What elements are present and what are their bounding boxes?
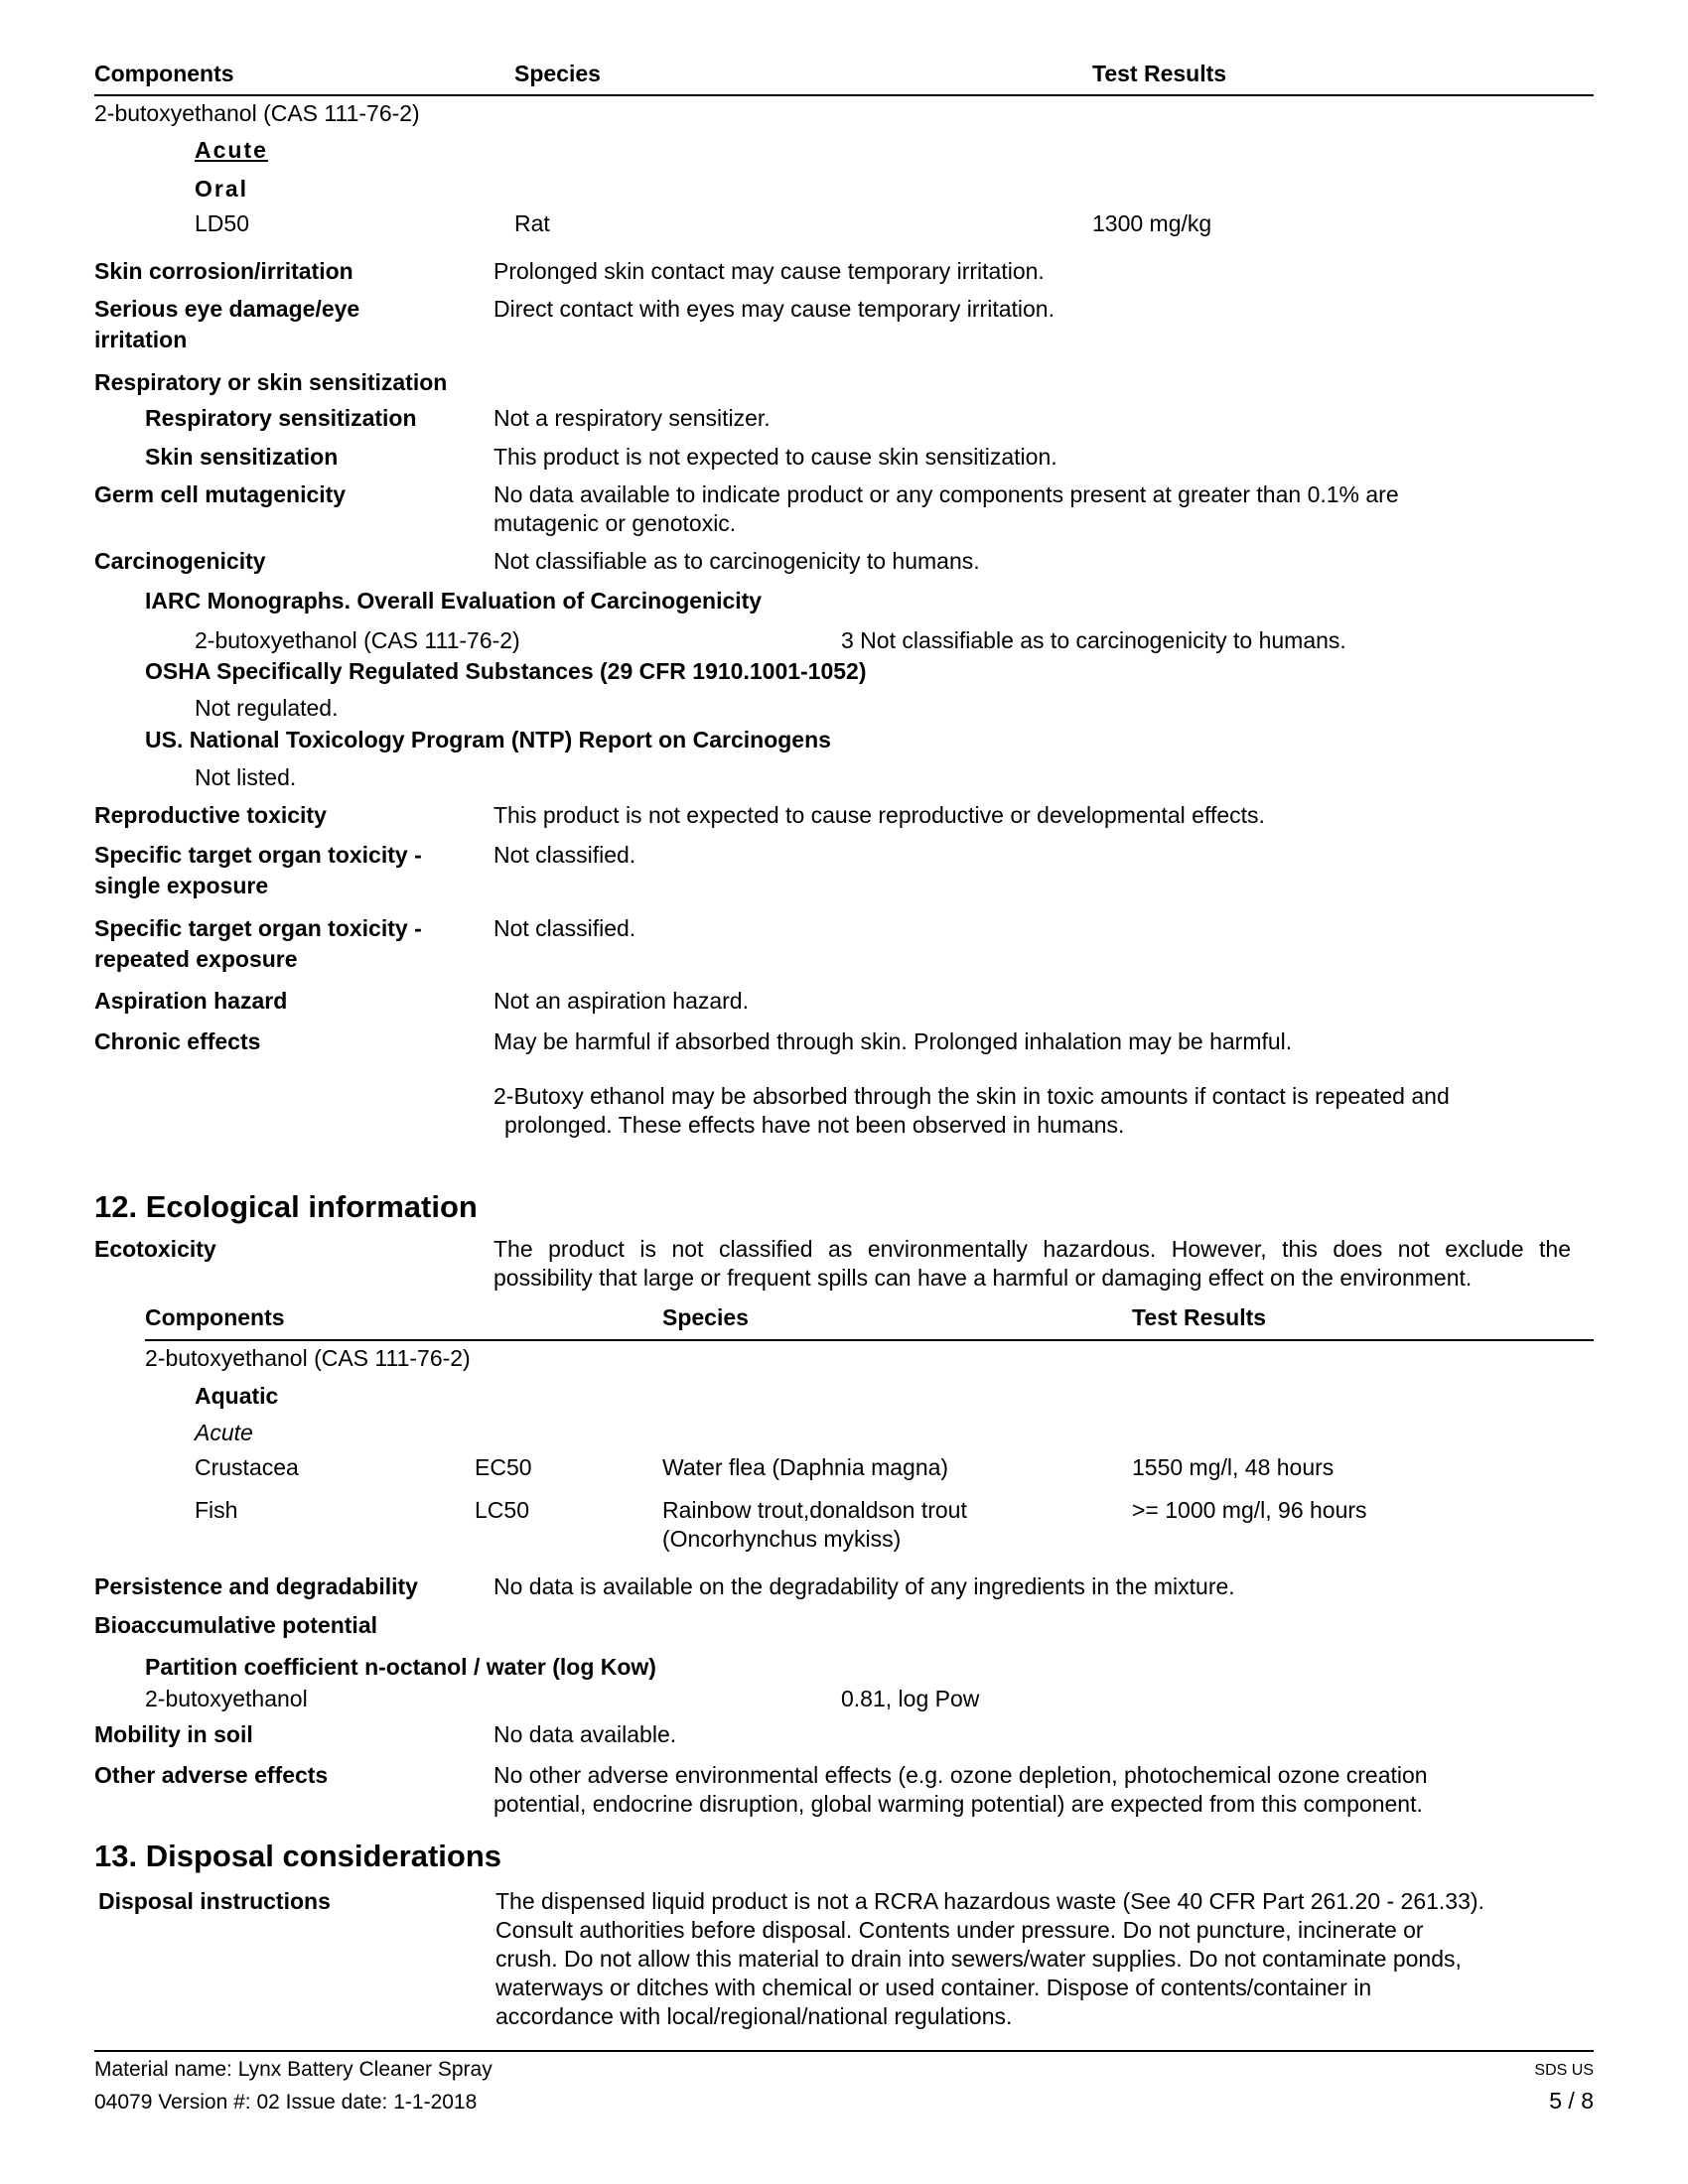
tox-header-divider [94,94,1594,96]
resp-sensitization-value: Not a respiratory sensitizer. [493,405,771,431]
partition-coefficient-heading: Partition coefficient n-octanol / water (log Kow) [145,1654,656,1680]
partition-value: 0.81, log Pow [841,1686,980,1711]
eco-row-type: Crustacea [195,1454,299,1480]
eye-damage-value: Direct contact with eyes may cause temporary irritation. [493,296,1055,322]
persistence-value: No data is available on the degradability of any ingredients in the mixture. [493,1573,1235,1599]
stot-single-label-2: single exposure [94,873,269,898]
tox-header-components: Components [94,61,234,86]
stot-repeated-value: Not classified. [493,915,636,941]
stot-single-value: Not classified. [493,842,636,868]
germ-cell-value-2: mutagenic or genotoxic. [493,510,737,536]
reproductive-toxicity-value: This product is not expected to cause reproductive or developmental effects. [493,802,1265,828]
osha-value: Not regulated. [195,695,339,721]
skin-corrosion-label: Skin corrosion/irritation [94,258,353,284]
germ-cell-value-1: No data available to indicate product or any components present at greater than 0.1% are [493,481,1399,507]
germ-cell-label: Germ cell mutagenicity [94,481,347,507]
ntp-heading: US. National Toxicology Program (NTP) Report on Carcinogens [145,727,831,752]
footer-version: 04079 Version #: 02 Issue date: 1-1-2018 [94,2091,478,2114]
eco-header-species: Species [662,1304,749,1330]
other-adverse-value-1: No other adverse environmental effects (e.g. ozone depletion, photochemical ozone creation [493,1762,1428,1788]
persistence-label: Persistence and degradability [94,1573,418,1599]
partition-component: 2-butoxyethanol [145,1686,308,1711]
section-13-heading: 13. Disposal considerations [94,1839,502,1873]
eco-row-type: Fish [195,1497,238,1523]
tox-component-name: 2-butoxyethanol (CAS 111-76-2) [94,100,420,126]
stot-repeated-label-1: Specific target organ toxicity - [94,915,422,941]
ecotoxicity-label: Ecotoxicity [94,1236,216,1262]
tox-row-species: Rat [514,210,550,236]
section-12-heading: 12. Ecological information [94,1189,478,1224]
footer-sds-us: SDS US [1534,2062,1594,2079]
eco-component-name: 2-butoxyethanol (CAS 111-76-2) [145,1345,471,1371]
carcinogenicity-value: Not classifiable as to carcinogenicity to humans. [493,548,980,574]
eco-row-species-line-2: (Oncorhynchus mykiss) [662,1526,902,1552]
osha-heading: OSHA Specifically Regulated Substances (29 CFR 1910.1001-1052) [145,658,867,684]
disposal-line: Consult authorities before disposal. Contents under pressure. Do not puncture, incinerate or [495,1917,1424,1943]
ecotoxicity-value-2: possibility that large or frequent spills can have a harmful or damaging effect on the environment. [493,1265,1473,1291]
chronic-effects-label: Chronic effects [94,1028,261,1054]
bioaccumulative-label: Bioaccumulative potential [94,1612,378,1638]
eco-row-species: Rainbow trout,donaldson trout [662,1497,967,1523]
tox-header-species: Species [514,61,601,86]
tox-row-test: LD50 [195,210,249,236]
eye-damage-label-2: irritation [94,327,188,352]
disposal-line: crush. Do not allow this material to drain into sewers/water supplies. Do not contaminate ponds, [495,1946,1462,1972]
eco-row-test: EC50 [475,1454,532,1480]
disposal-line: waterways or ditches with chemical or used container. Dispose of contents/container in [495,1975,1372,2000]
skin-sensitization-label: Skin sensitization [145,444,339,470]
tox-row-result: 1300 mg/kg [1092,210,1212,236]
chronic-effects-note-2: prolonged. These effects have not been observed in humans. [504,1112,1125,1138]
eco-header-components: Components [145,1304,285,1330]
aspiration-hazard-value: Not an aspiration hazard. [493,988,749,1014]
footer-material-name: Material name: Lynx Battery Cleaner Spray [94,2058,492,2081]
chronic-effects-note-1: 2-Butoxy ethanol may be absorbed through the skin in toxic amounts if contact is repeated and [493,1083,1450,1109]
eye-damage-label-1: Serious eye damage/eye [94,296,360,322]
eco-row-result: >= 1000 mg/l, 96 hours [1132,1497,1367,1523]
iarc-component: 2-butoxyethanol (CAS 111-76-2) [195,627,520,653]
footer-page-number: 5 / 8 [1549,2088,1594,2114]
resp-skin-sensitization-label: Respiratory or skin sensitization [94,369,448,395]
mobility-label: Mobility in soil [94,1721,253,1747]
mobility-value: No data available. [493,1721,677,1747]
stot-repeated-label-2: repeated exposure [94,946,298,972]
tox-oral-label: Oral [195,176,249,202]
other-adverse-value-2: potential, endocrine disruption, global warming potential) are expected from this component. [493,1791,1423,1817]
eco-row-result: 1550 mg/l, 48 hours [1132,1454,1335,1480]
reproductive-toxicity-label: Reproductive toxicity [94,802,327,828]
aspiration-hazard-label: Aspiration hazard [94,988,288,1014]
footer-divider [94,2050,1594,2052]
skin-corrosion-value: Prolonged skin contact may cause temporary irritation. [493,258,1045,284]
disposal-line: accordance with local/regional/national regulations. [495,2003,1013,2029]
resp-sensitization-label: Respiratory sensitization [145,405,417,431]
ntp-value: Not listed. [195,764,297,790]
iarc-heading: IARC Monographs. Overall Evaluation of Carcinogenicity [145,588,763,614]
tox-acute-label: Acute [195,137,268,163]
eco-acute-label: Acute [195,1420,253,1445]
other-adverse-label: Other adverse effects [94,1762,329,1788]
tox-header-test-results: Test Results [1092,61,1227,86]
eco-header-test-results: Test Results [1132,1304,1267,1330]
skin-sensitization-value: This product is not expected to cause skin sensitization. [493,444,1057,470]
eco-aquatic-label: Aquatic [195,1383,279,1409]
carcinogenicity-label: Carcinogenicity [94,548,266,574]
stot-single-label-1: Specific target organ toxicity - [94,842,422,868]
eco-row-species: Water flea (Daphnia magna) [662,1454,949,1480]
ecotoxicity-value-1: The product is not classified as environmentally hazardous. However, this does not exclude the [493,1236,1571,1262]
iarc-value: 3 Not classifiable as to carcinogenicity to humans. [841,627,1346,653]
disposal-instructions-label: Disposal instructions [98,1888,331,1914]
disposal-line: The dispensed liquid product is not a RCRA hazardous waste (See 40 CFR Part 261.20 - 261.33). [495,1888,1484,1914]
eco-header-divider [145,1339,1594,1341]
eco-row-test: LC50 [475,1497,529,1523]
chronic-effects-value: May be harmful if absorbed through skin. Prolonged inhalation may be harmful. [493,1028,1293,1054]
